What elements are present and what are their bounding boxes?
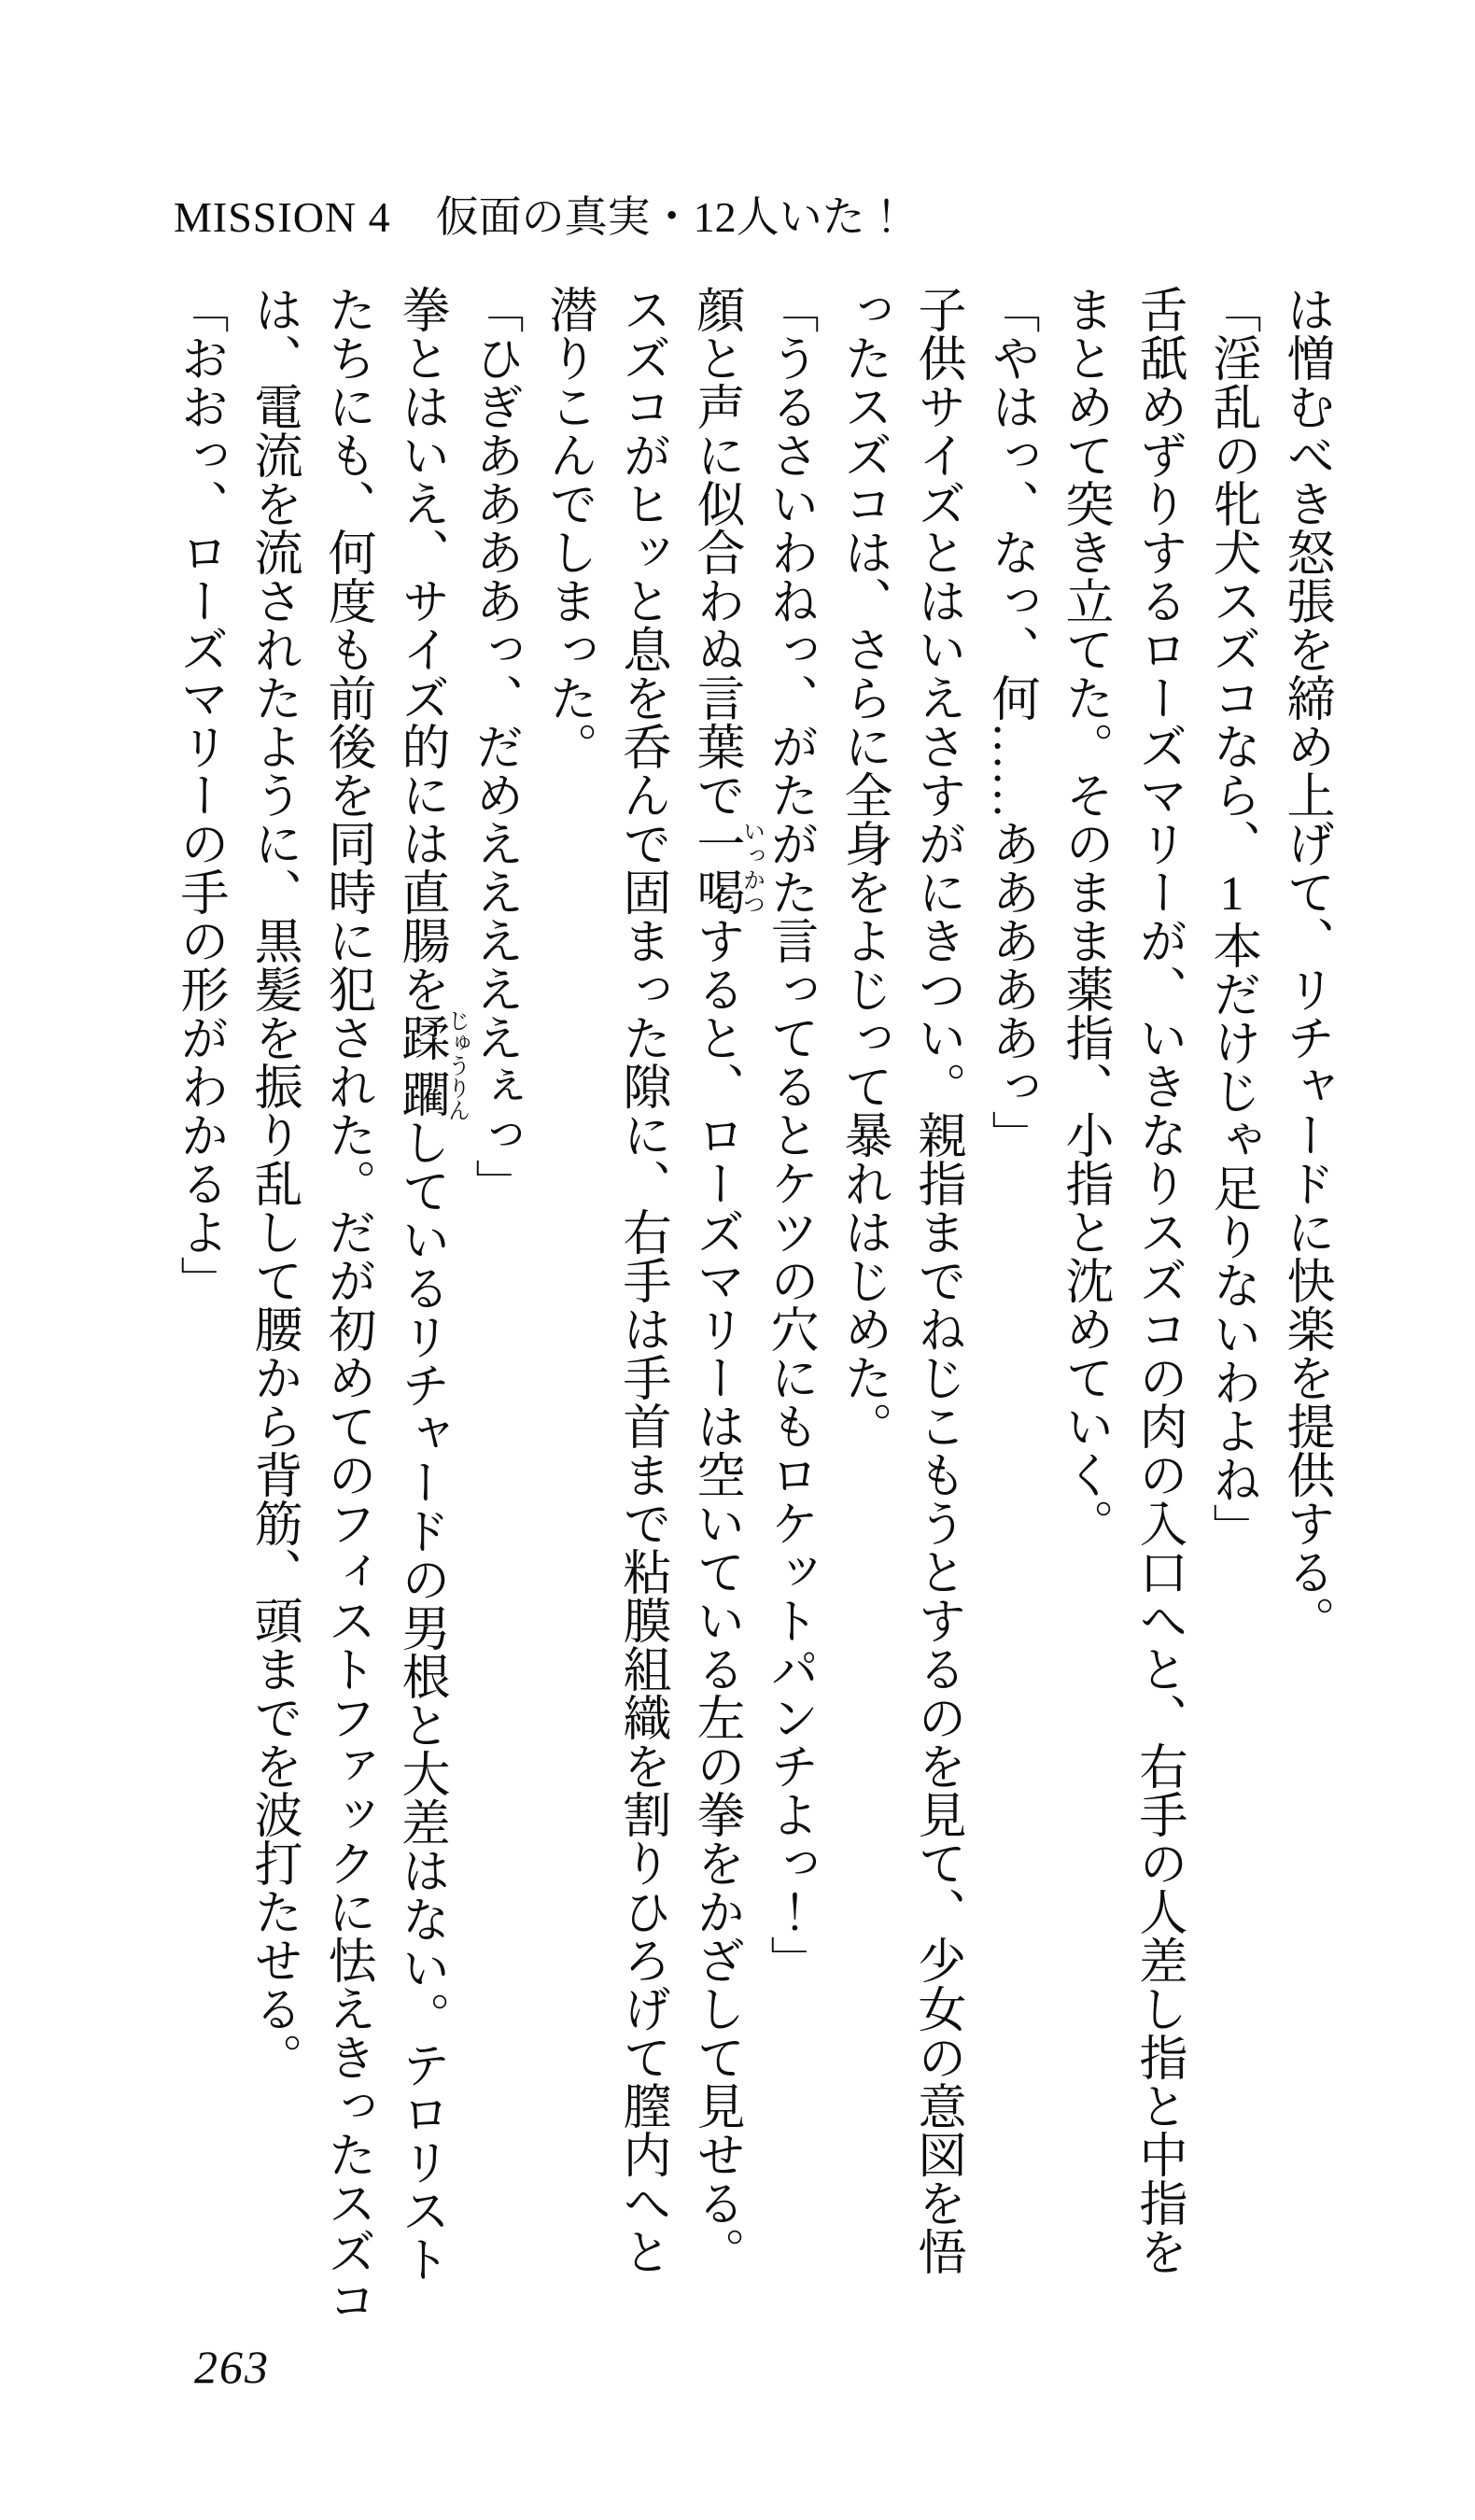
text-column-13: 拳とはいえ、サイズ的には直腸を蹂躙じゅうりんしているリチャードの男根と大差はない。テロリスト	[394, 285, 469, 2283]
text-column-6: 子供サイズとはいえさすがにきつい。親指までねじこもうとするのを見て、少女の意図を悟	[910, 285, 963, 2275]
text-column-15: は、電流を流されたように、黒髪を振り乱して腰から背筋、頭までを波打たせる。	[246, 285, 300, 2081]
chapter-title: 仮面の真実・12人いた！	[435, 193, 908, 241]
text-column-4: まとめて突き立てた。そのまま薬指、小指と沈めていく。	[1058, 285, 1111, 1547]
text-column-10: スズコがヒッと息を呑んで固まった隙に、右手は手首まで粘膜組織を割りひろげて膣内へと	[615, 285, 668, 2275]
text-column-12: 「ひぎああああっ、だめえええええぇっ」	[468, 285, 521, 1207]
text-column-16: 「おおっ、ローズマリーの手の形がわかるよ」	[173, 285, 226, 1304]
page-number: 263	[194, 2341, 270, 2393]
text-column-14: たちにも、何度も前後を同時に犯された。だが初めてのフィストファックに怯えきったスズコ	[320, 285, 373, 2324]
text-column-5: 「やはっ、なっ、何……あああああっ」	[984, 285, 1037, 1159]
text-column-2: 「淫乱の牝犬スズコなら、1本だけじゃ足りないわよね」	[1205, 285, 1258, 1552]
text-column-7: ったスズコは、さらに全身をよじって暴れはじめた。	[836, 285, 890, 1450]
text-column-3: 舌舐めずりするローズマリーが、いきなりスズコの肉の入口へと、右手の人差し指と中指を	[1131, 285, 1185, 2275]
text-column-11: 潜りこんでしまった。	[541, 285, 595, 770]
mission-label: MISSION 4	[174, 193, 391, 241]
text-column-1: は憎むべき怒張を締め上げて、リチャードに快楽を提供する。	[1279, 285, 1332, 1644]
text-column-9: 顔と声に似合わぬ言葉で一喝いっかつすると、ローズマリーは空いている左の拳をかざして見せる。	[689, 285, 764, 2275]
text-column-8: 「うるさいわねっ、がたがた言ってるとケツの穴にもロケットパンチよっ！」	[763, 285, 816, 1984]
